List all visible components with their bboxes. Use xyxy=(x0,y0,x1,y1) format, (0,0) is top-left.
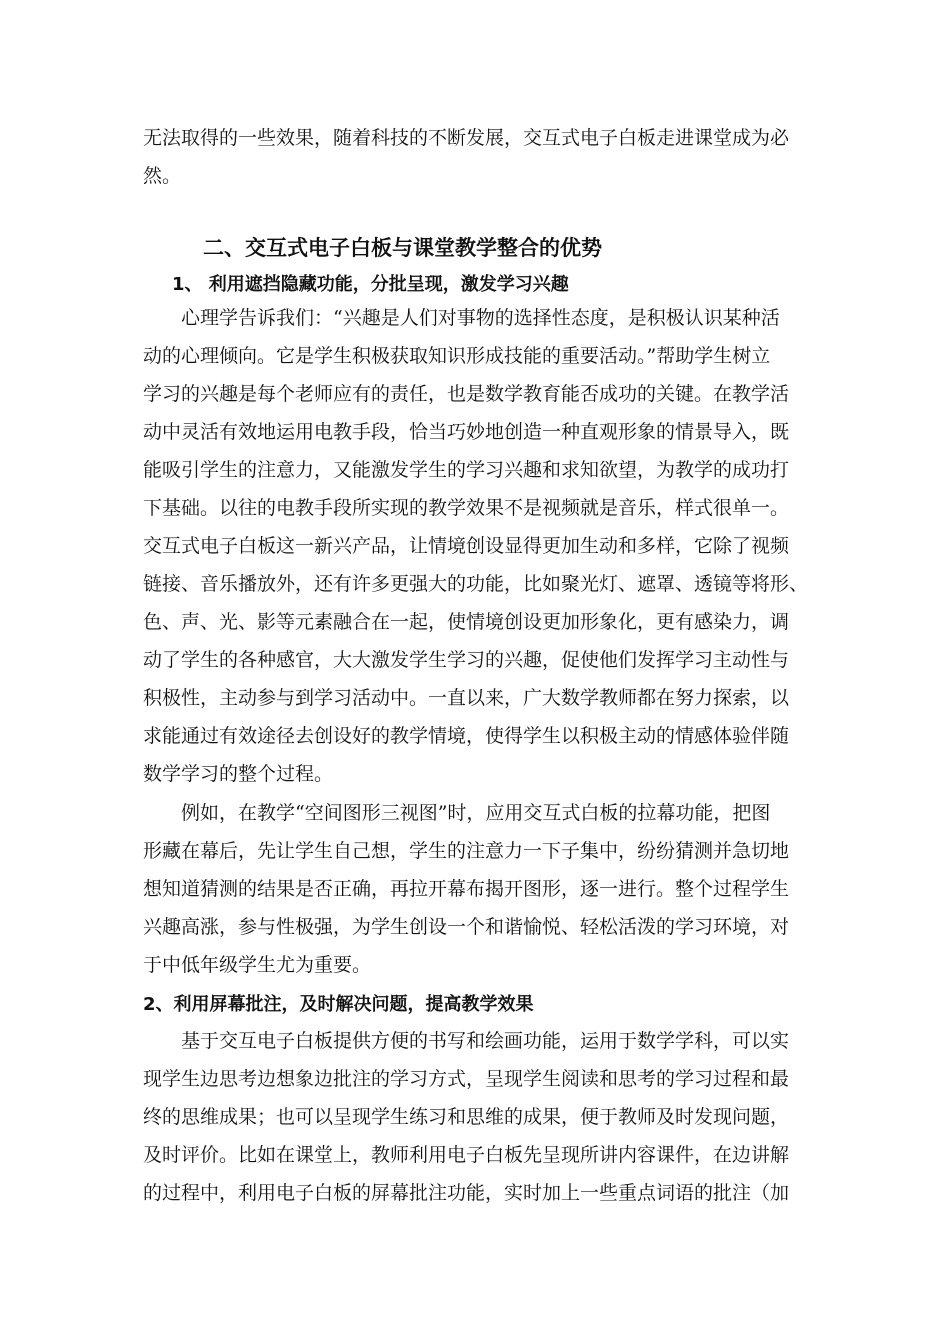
paragraph-line: 链接、音乐播放外，还有许多更强大的功能，比如聚光灯、遮罩、透镜等将形、 xyxy=(143,573,809,595)
paragraph-line: 终的思维成果；也可以呈现学生练习和思维的成果，便于教师及时发现问题， xyxy=(143,1106,790,1128)
paragraph-line: 交互式电子白板这一新兴产品，让情境创设显得更加生动和多样，它除了视频 xyxy=(143,535,790,557)
paragraph-line: 及时评价。比如在课堂上，教师利用电子白板先呈现所讲内容课件，在边讲解 xyxy=(143,1144,790,1166)
paragraph-line: 动中灵活有效地运用电教手段，恰当巧妙地创造一种直观形象的情景导入，既 xyxy=(143,421,790,443)
paragraph-line: 色、声、光、影等元素融合在一起，使情境创设更加形象化，更有感染力，调 xyxy=(143,611,790,633)
paragraph-line: 兴趣高涨，参与性极强，为学生创设一个和谐愉悦、轻松活泼的学习环境，对 xyxy=(143,916,790,938)
paragraph-line: 的过程中，利用电子白板的屏幕批注功能，实时加上一些重点词语的批注（加 xyxy=(143,1182,790,1204)
subsection-heading-1: 1、 利用遮挡隐藏功能，分批呈现，激发学习兴趣 xyxy=(172,274,569,295)
paragraph-line: 心理学告诉我们：“兴趣是人们对事物的选择性态度，是积极认识某种活 xyxy=(181,307,780,329)
paragraph-line: 形藏在幕后，先让学生自己想，学生的注意力一下子集中，纷纷猜测并急切地 xyxy=(143,840,790,862)
paragraph-line: 现学生边思考边想象边批注的学习方式，呈现学生阅读和思考的学习过程和最 xyxy=(143,1068,790,1090)
paragraph-line: 积极性，主动参与到学习活动中。一直以来，广大数学教师都在努力探索，以 xyxy=(143,687,790,709)
paragraph-line: 数学学习的整个过程。 xyxy=(143,763,334,785)
paragraph-line: 求能通过有效途径去创设好的教学情境，使得学生以积极主动的情感体验伴随 xyxy=(143,725,790,747)
intro-line: 无法取得的一些效果，随着科技的不断发展，交互式电子白板走进课堂成为必 xyxy=(143,127,790,149)
paragraph-line: 动了学生的各种感官，大大激发学生学习的兴趣，促使他们发挥学习主动性与 xyxy=(143,649,790,671)
paragraph-line: 学习的兴趣是每个老师应有的责任，也是数学教育能否成功的关键。在教学活 xyxy=(143,383,790,405)
paragraph-line: 基于交互电子白板提供方便的书写和绘画功能，运用于数学学科，可以实 xyxy=(181,1030,790,1052)
subsection-heading-2: 2、利用屏幕批注，及时解决问题，提高教学效果 xyxy=(143,994,534,1015)
paragraph-line: 下基础。以往的电教手段所实现的教学效果不是视频就是音乐，样式很单一。 xyxy=(143,497,790,519)
paragraph-line: 于中低年级学生尤为重要。 xyxy=(143,954,372,976)
paragraph-line: 能吸引学生的注意力，又能激发学生的学习兴趣和求知欲望，为教学的成功打 xyxy=(143,459,790,481)
section-heading: 二、交互式电子白板与课堂教学整合的优势 xyxy=(203,236,602,260)
intro-line: 然。 xyxy=(143,165,182,187)
paragraph-line: 想知道猜测的结果是否正确，再拉开幕布揭开图形，逐一进行。整个过程学生 xyxy=(143,878,790,900)
paragraph-line: 动的心理倾向。它是学生积极获取知识形成技能的重要活动。”帮助学生树立 xyxy=(143,345,771,367)
paragraph-line: 例如，在教学“空间图形三视图”时，应用交互式白板的拉幕功能，把图 xyxy=(181,802,771,824)
